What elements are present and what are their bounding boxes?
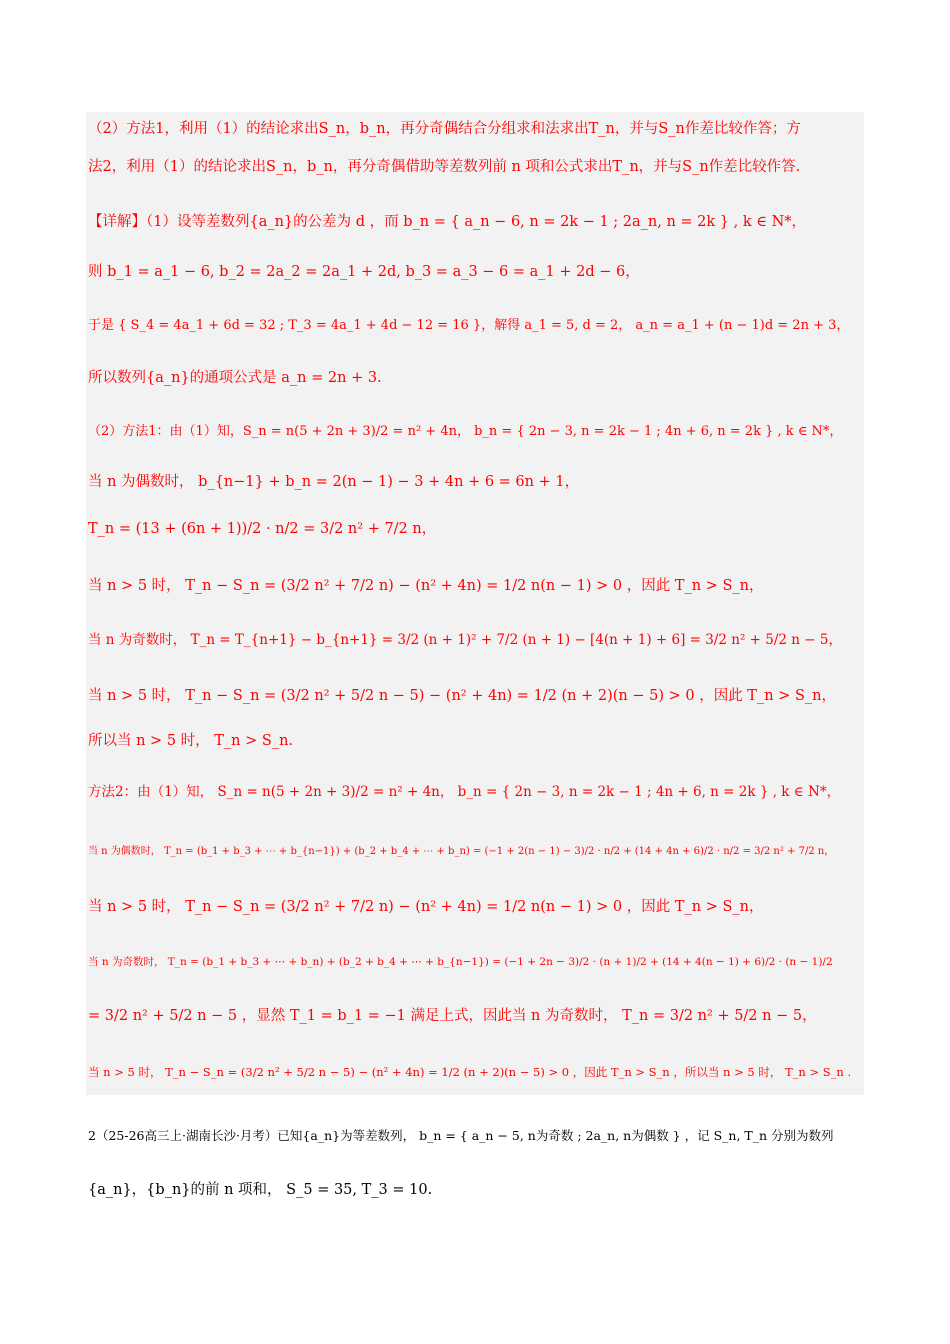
solution-line-7: （2）方法1：由（1）知，S_n = n(5 + 2n + 3)/2 = n² + 4n， b_n = { 2n − 3, n = 2k − 1 ; 4n + 6, n = 2k } , k ∈ N*， bbox=[88, 424, 843, 439]
solution-line-12: 当 n > 5 时， T_n − S_n = (3/2 n² + 5/2 n − 5) − (n² + 4n) = 1/2 (n + 2)(n − 5) > 0 ，因此 T_n > S_n， bbox=[88, 688, 836, 704]
question-2-line-1: 2（25-26高三上·湖南长沙·月考）已知{a_n}为等差数列， b_n = { a_n − 5, n为奇数 ; 2a_n, n为偶数 } ，记 S_n, T_n 分别为数列 bbox=[88, 1128, 834, 1143]
solution-block bbox=[86, 112, 864, 1095]
solution-line-15: 当 n 为偶数时， T_n = (b_1 + b_3 + ⋯ + b_{n−1}) + (b_2 + b_4 + ⋯ + b_n) = (−1 + 2(n − 1) − 3)/2 · n/2 + (14 + 4n + 6)/2 · n/2 = 3/2 n² + 7/2 n， bbox=[88, 846, 835, 857]
solution-line-6: 所以数列{a_n}的通项公式是 a_n = 2n + 3. bbox=[88, 370, 382, 386]
solution-line-1: （2）方法1，利用（1）的结论求出S_n，b_n，再分奇偶结合分组求和法求出T_n，并与S_n作差比较作答；方 bbox=[88, 121, 801, 137]
solution-line-13: 所以当 n > 5 时， T_n > S_n. bbox=[88, 733, 294, 749]
solution-line-18: = 3/2 n² + 5/2 n − 5 ，显然 T_1 = b_1 = −1 满足上式，因此当 n 为奇数时， T_n = 3/2 n² + 5/2 n − 5， bbox=[88, 1008, 817, 1024]
solution-line-8: 当 n 为偶数时， b_{n−1} + b_n = 2(n − 1) − 3 + 4n + 6 = 6n + 1， bbox=[88, 474, 580, 490]
solution-line-2: 法2，利用（1）的结论求出S_n，b_n，再分奇偶借助等差数列前 n 项和公式求出T_n，并与S_n作差比较作答. bbox=[88, 159, 801, 175]
solution-line-19: 当 n > 5 时， T_n − S_n = (3/2 n² + 5/2 n − 5) − (n² + 4n) = 1/2 (n + 2)(n − 5) > 0 ，因此 T_n > S_n ，所以当 n > 5 时， T_n > S_n . bbox=[88, 1065, 852, 1079]
question-2-line-2: {a_n}，{b_n}的前 n 项和， S_5 = 35, T_3 = 10. bbox=[88, 1182, 433, 1198]
solution-line-16: 当 n > 5 时， T_n − S_n = (3/2 n² + 7/2 n) − (n² + 4n) = 1/2 n(n − 1) > 0 ，因此 T_n > S_n， bbox=[88, 899, 764, 915]
solution-line-5: 于是 { S_4 = 4a_1 + 6d = 32 ; T_3 = 4a_1 + 4d − 12 = 16 }，解得 a_1 = 5, d = 2， a_n = a_1 + (n − 1)d = 2n + 3， bbox=[88, 318, 850, 333]
solution-line-9: T_n = (13 + (6n + 1))/2 · n/2 = 3/2 n² + 7/2 n， bbox=[88, 521, 437, 537]
solution-line-3: 【详解】（1）设等差数列{a_n}的公差为 d ，而 b_n = { a_n − 6, n = 2k − 1 ; 2a_n, n = 2k } , k ∈ N*， bbox=[88, 214, 807, 230]
solution-line-17: 当 n 为奇数时， T_n = (b_1 + b_3 + ⋯ + b_n) + (b_2 + b_4 + ⋯ + b_{n−1}) = (−1 + 2n − 3)/2 · (n + 1)/2 + (14 + 4(n − 1) + 6)/2 · (n − 1)/2 bbox=[88, 956, 833, 968]
solution-line-11: 当 n 为奇数时， T_n = T_{n+1} − b_{n+1} = 3/2 (n + 1)² + 7/2 (n + 1) − [4(n + 1) + 6] = 3/2 n² + 5/2 n − 5， bbox=[88, 632, 842, 648]
solution-line-10: 当 n > 5 时， T_n − S_n = (3/2 n² + 7/2 n) − (n² + 4n) = 1/2 n(n − 1) > 0 ，因此 T_n > S_n， bbox=[88, 578, 764, 594]
solution-line-14: 方法2：由（1）知， S_n = n(5 + 2n + 3)/2 = n² + 4n， b_n = { 2n − 3, n = 2k − 1 ; 4n + 6, n = 2k } , k ∈ N*， bbox=[88, 784, 841, 800]
solution-line-4: 则 b_1 = a_1 − 6, b_2 = 2a_2 = 2a_1 + 2d, b_3 = a_3 − 6 = a_1 + 2d − 6， bbox=[88, 264, 640, 280]
